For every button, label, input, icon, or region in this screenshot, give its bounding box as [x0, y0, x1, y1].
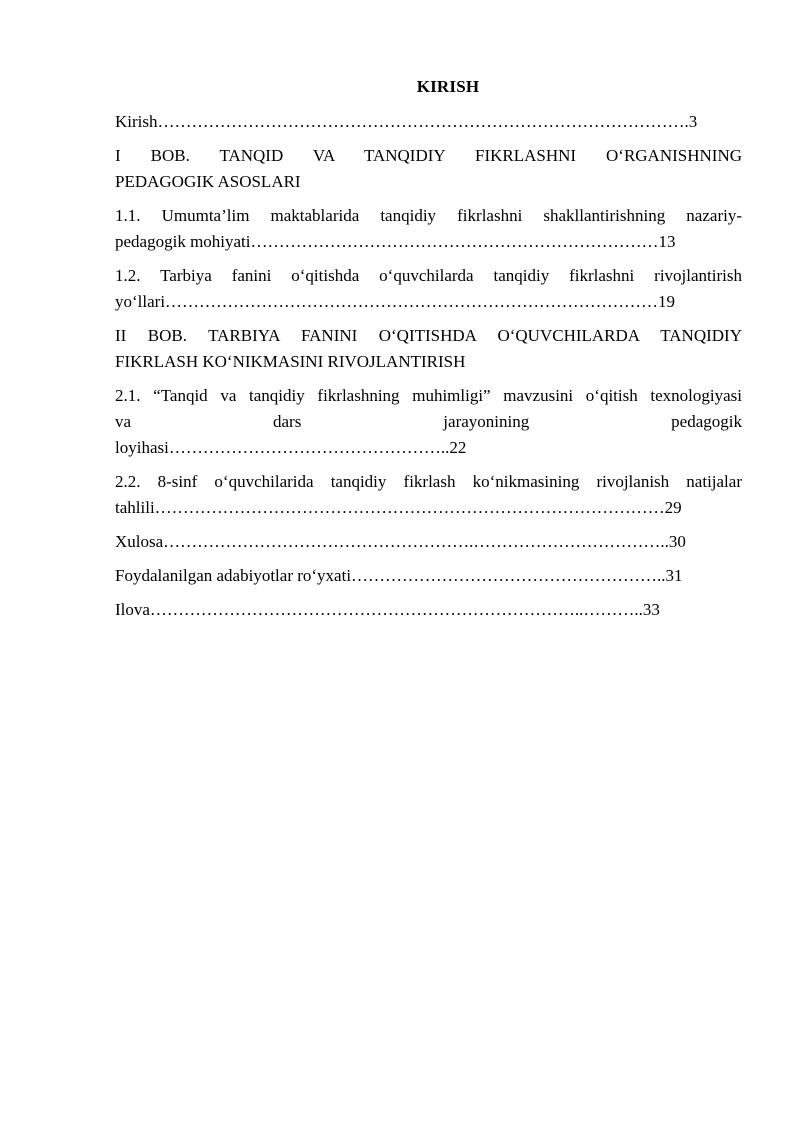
toc-entry-foydalanilgan-adabiyotlar: Foydalanilgan adabiyotlar ro‘yxati………………………………………………..31 — [115, 566, 683, 585]
toc-chapter-1-line-2: PEDAGOGIK ASOSLARI — [115, 172, 301, 191]
toc-entry-2-2 — [115, 469, 742, 521]
toc-2-1-line-3: loyihasi…………………………………………..22 — [115, 438, 467, 457]
table-of-contents — [115, 109, 742, 623]
toc-chapter-2-line-1: II BOB. TARBIYA FANINI O‘QITISHDA O‘QUVCHILARDA TANQIDIY — [115, 326, 742, 345]
toc-2-1-line-1: 2.1. “Tanqid va tanqidiy fikrlashning muhimligi” mavzusini o‘qitish texnologiyasi — [115, 386, 742, 405]
toc-entry-1-1 — [115, 203, 742, 255]
toc-chapter-1-line-1: I BOB. TANQID VA TANQIDIY FIKRLASHNI O‘RGANISHNING — [115, 146, 742, 165]
toc-entry-2-1 — [115, 383, 742, 461]
page-title: KIRISH — [416, 77, 480, 96]
toc-entry-chapter-2 — [115, 323, 742, 375]
toc-1-1-line-2: pedagogik mohiyati………………………………………………………………13 — [115, 232, 676, 251]
toc-2-2-line-2: tahlili………………………………………………………………………………29 — [115, 498, 682, 517]
toc-2-2-line-1: 2.2. 8-sinf o‘quvchilarida tanqidiy fikrlash ko‘nikmasining rivojlanish natijalar — [115, 472, 742, 491]
toc-chapter-2-line-2: FIKRLASH KO‘NIKMASINI RIVOJLANTIRISH — [115, 352, 466, 371]
toc-1-2-line-1: 1.2. Tarbiya fanini o‘qitishda o‘quvchilarda tanqidiy fikrlashni rivojlantirish — [115, 266, 742, 285]
toc-entry-xulosa: Xulosa……………………………………………….……………………………..30 — [115, 532, 686, 551]
toc-entry-chapter-1 — [115, 143, 742, 195]
toc-2-1-line-2: va dars jarayonining pedagogik — [115, 412, 742, 431]
toc-entry-ilova: Ilova…………………………………………………………………..………..33 — [115, 600, 660, 619]
toc-entry-1-2 — [115, 263, 742, 315]
toc-1-1-line-1: 1.1. Umumta’lim maktablarida tanqidiy fikrlashni shakllantirishning nazariy- — [115, 206, 742, 225]
toc-entry-kirish: Kirish………………………………………………………………………………….3 — [115, 112, 698, 131]
toc-1-2-line-2: yo‘llari……………………………………………………………………………19 — [115, 292, 676, 311]
